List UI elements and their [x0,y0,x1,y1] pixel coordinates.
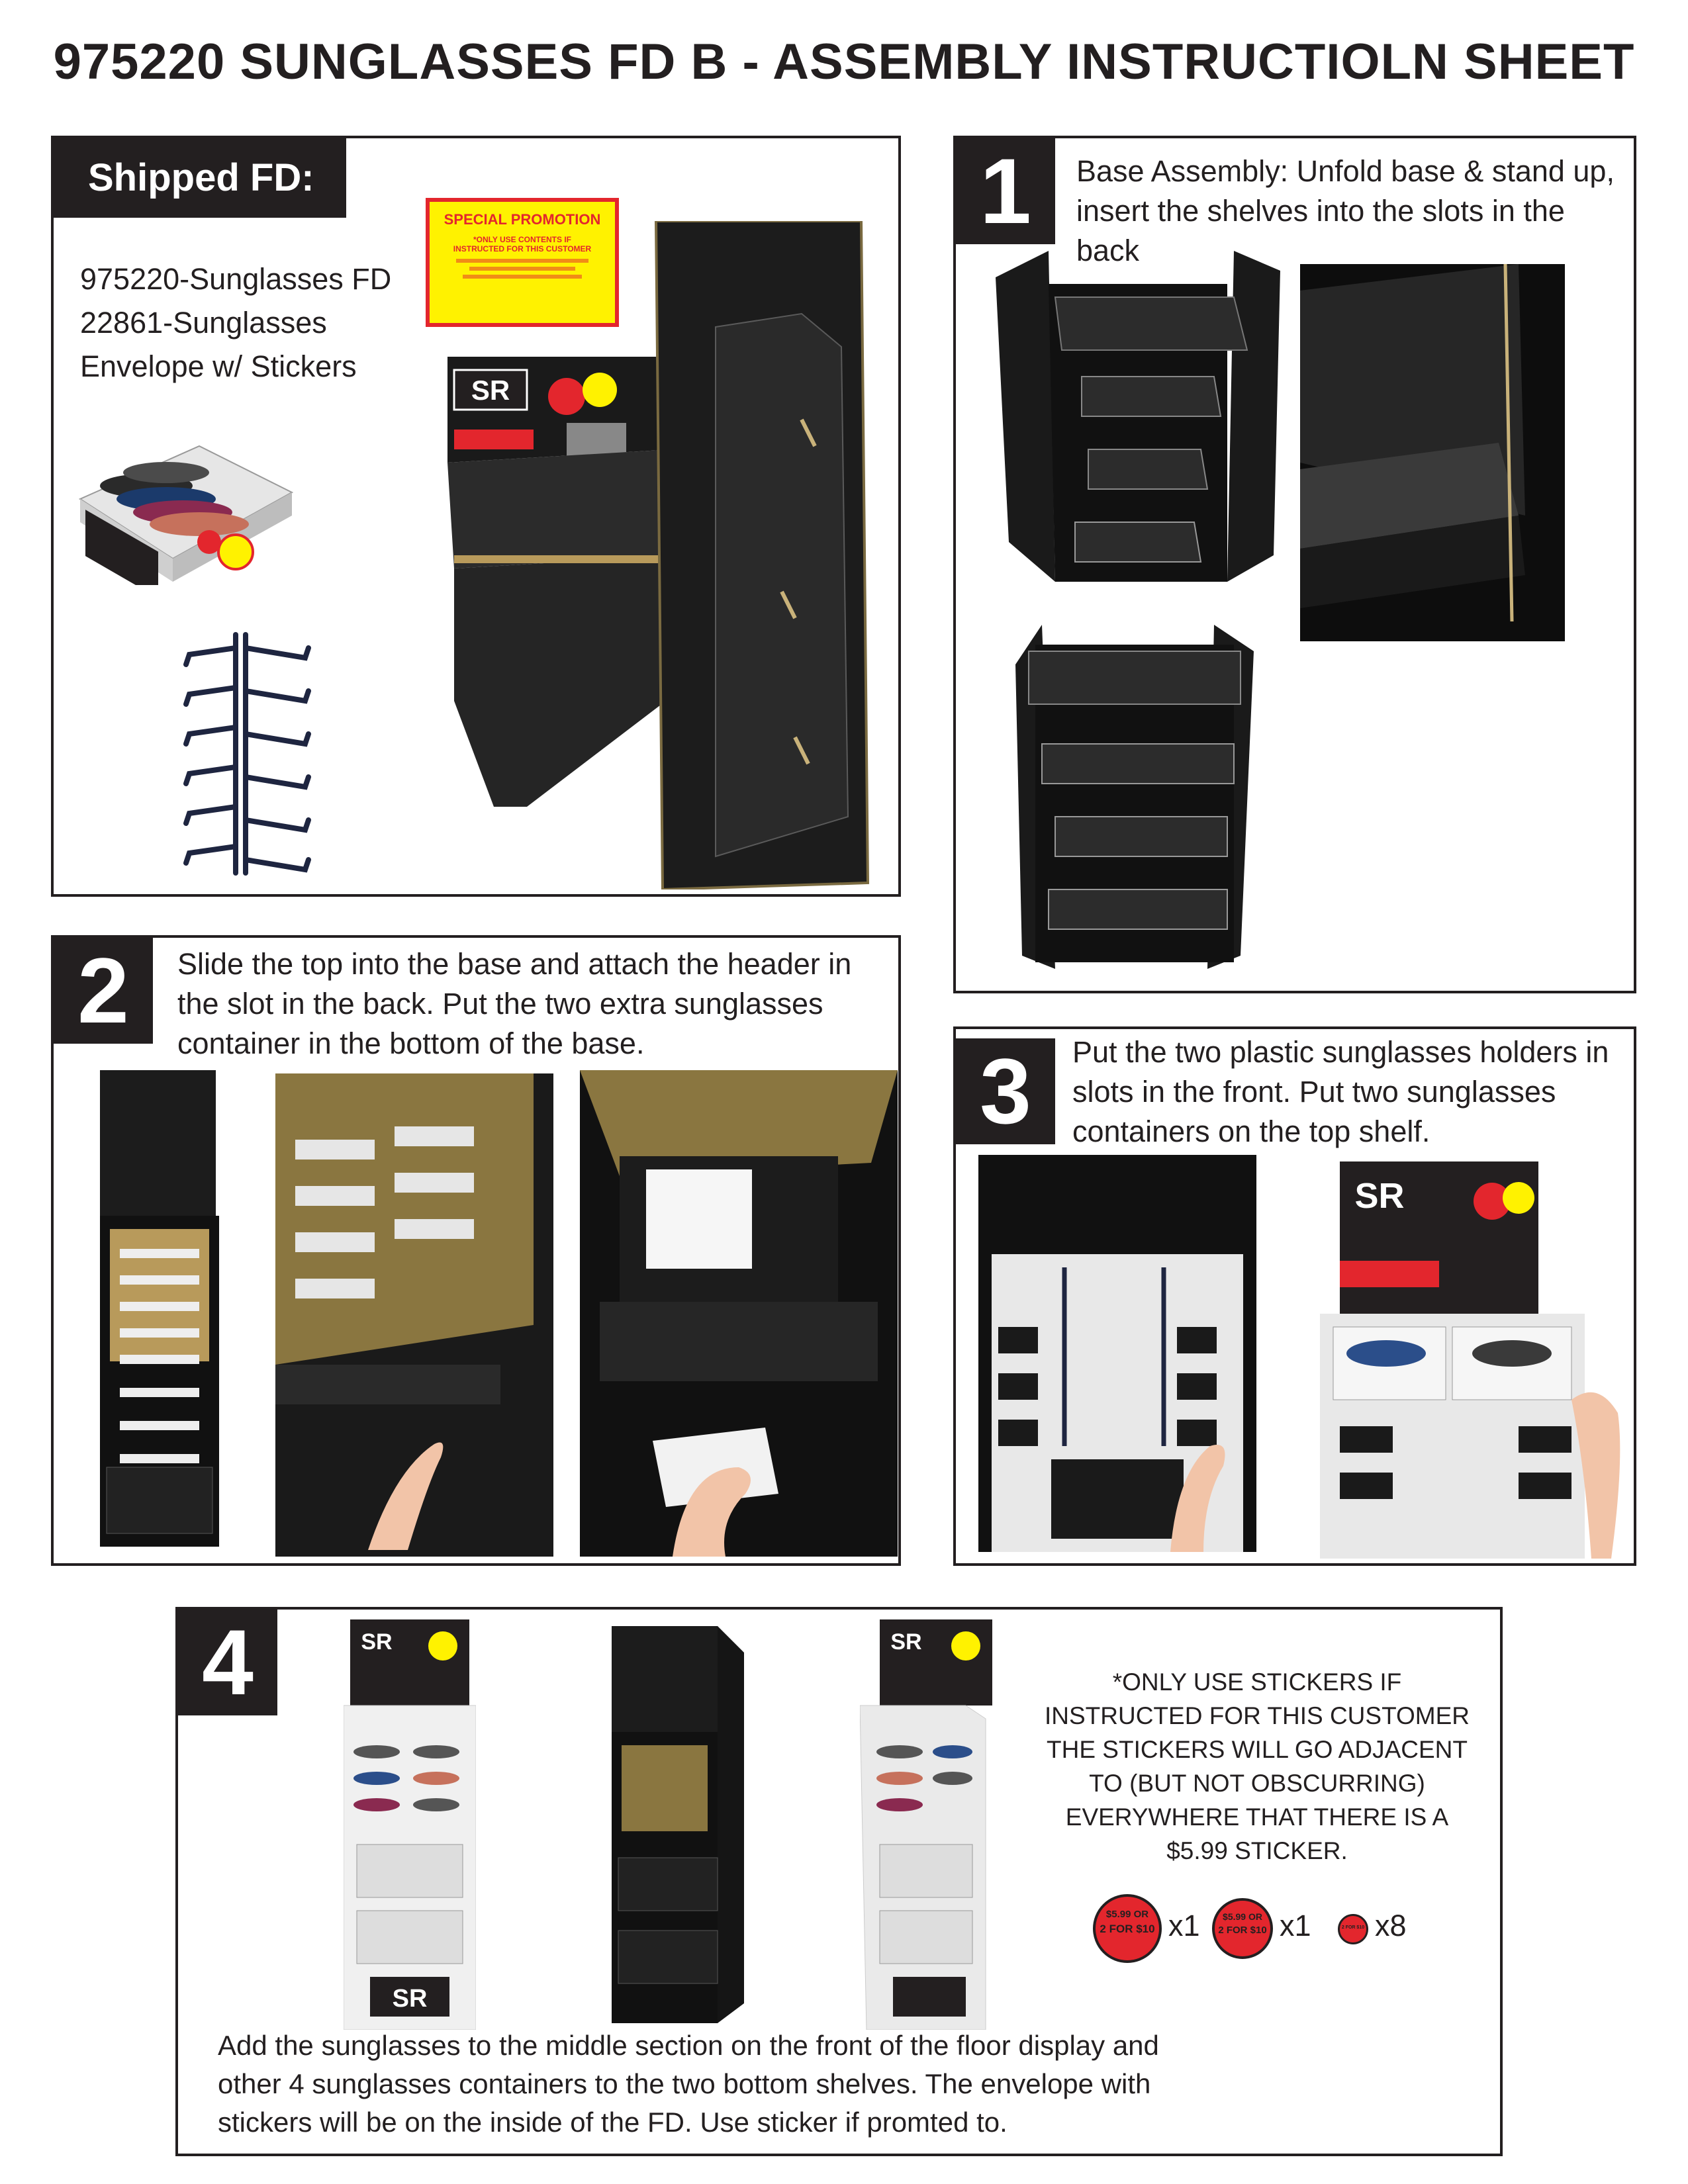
step-1-shelf-closeup-photo [1300,264,1565,641]
promo-envelope [426,198,619,327]
promo-line-1: *ONLY USE CONTENTS IF [473,235,572,244]
svg-text:SR: SR [890,1629,922,1655]
plastic-holders-photo [173,628,325,880]
svg-text:SR: SR [471,375,510,406]
sticker-note-line-1: *ONLY USE STICKERS IF [1112,1668,1402,1696]
promo-header: SPECIAL PROMOTION [444,211,601,228]
sticker-large-1-top: $5.99 OR [1105,1909,1149,1920]
step-3-holders-photo [978,1155,1256,1552]
shipped-label: Shipped FD: [54,138,346,218]
step-3-text: Put the two plastic sunglasses holders in slots in the front. Put two sunglasses containers on the top shelf. [1072,1035,1609,1148]
sticker-note-line-6: $5.99 STICKER. [1166,1837,1348,1864]
step-4-panel [175,1607,1503,2156]
step-2-container-insert-photo [580,1070,898,1557]
shipped-item-1: 975220-Sunglasses FD [80,262,392,296]
step-2-header-insert-photo [275,1073,553,1557]
step-1-unfolded-base-photo [982,251,1293,621]
step-2-text: Slide the top into the base and attach the header in the slot in the back. Put the two extra sunglasses container in the bottom of the base. [177,947,852,1060]
step-2-number: 2 [54,938,153,1044]
sticker-note-line-2: INSTRUCTED FOR THIS CUSTOMER [1044,1702,1470,1729]
step-4-back-display-photo [598,1626,751,2030]
page-title: 975220 SUNGLASSES FD B - ASSEMBLY INSTRUCTIOLN SHEET [53,34,1635,90]
step-1-text: Base Assembly: Unfold base & stand up, insert the shelves into the slots in the back [1076,154,1615,267]
step-2-panel [51,935,901,1566]
shipped-item-3: Envelope w/ Stickers [80,349,357,383]
step-2-full-display-photo [93,1070,226,1553]
step-1-assembled-base-photo [1015,625,1254,969]
step-3-panel [953,1026,1636,1566]
sticker-small-qty: x8 [1375,1909,1407,1942]
step-3-containers-photo [1320,1161,1631,1559]
shipped-panel [51,136,901,897]
sticker-note-line-4: TO (BUT NOT OBSCURRING) [1089,1770,1425,1797]
sticker-small-main: 2 FOR $10 [1341,1925,1365,1930]
sticker-large-2 [1212,1898,1273,1959]
svg-text:SR: SR [1354,1176,1405,1216]
step-4-front-display-photo [344,1619,476,2030]
step-1-panel [953,136,1636,993]
step-4-angled-display-photo [860,1619,992,2030]
sticker-large-2-main: 2 FOR $10 [1218,1925,1267,1936]
folded-base-photo [636,221,901,889]
sticker-large-1-qty: x1 [1168,1909,1200,1942]
svg-text:SR: SR [361,1629,393,1655]
sticker-small [1338,1914,1368,1944]
svg-text:SR: SR [392,1985,428,2013]
sticker-large-2-top: $5.99 OR [1223,1911,1262,1922]
step-4-number: 4 [178,1610,277,1715]
step-1-number: 1 [956,138,1055,244]
sticker-large-1 [1093,1894,1162,1963]
sticker-note-line-5: EVERYWHERE THAT THERE IS A [1065,1803,1449,1831]
step-3-number: 3 [956,1038,1055,1144]
sticker-large-1-main: 2 FOR $10 [1100,1923,1155,1935]
promo-line-2: INSTRUCTED FOR THIS CUSTOMER [453,244,592,253]
step-4-text: Add the sunglasses to the middle section on the front of the floor display and other 4 sunglasses containers to the two bottom shelves. The envelope with stickers will be on the inside of the FD. Use sticker if promted to. [218,2030,1159,2138]
sunglasses-tray-photo [67,406,305,585]
sticker-large-2-qty: x1 [1280,1909,1311,1942]
sticker-note-line-3: THE STICKERS WILL GO ADJACENT [1047,1736,1468,1763]
shipped-item-2: 22861-Sunglasses [80,306,327,340]
